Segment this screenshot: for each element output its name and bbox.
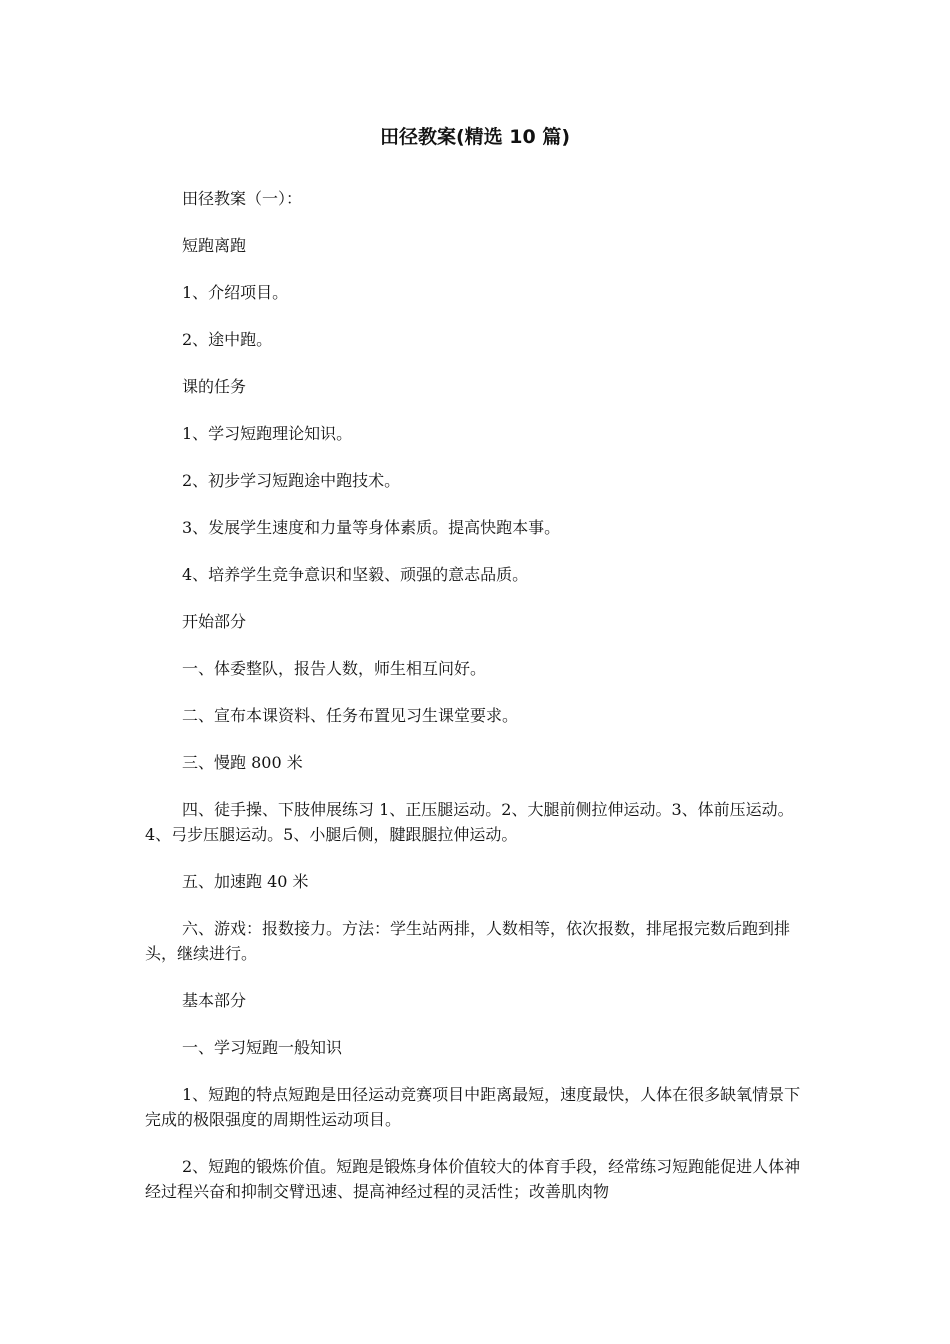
- paragraph: 2、短跑的锻炼价值。短跑是锻炼身体价值较大的体育手段，经常练习短跑能促进人体神经过程兴奋和抑制交臂迅速、提高神经过程的灵活性；改善肌肉物: [145, 1157, 801, 1201]
- paragraph: 六、游戏：报数接力。方法：学生站两排，人数相等，依次报数，排尾报完数后跑到排头，继续进行。: [145, 919, 791, 963]
- paragraph: 基本部分: [182, 991, 247, 1010]
- paragraph: 1、学习短跑理论知识。: [182, 424, 353, 443]
- paragraph: 一、体委整队，报告人数，师生相互问好。: [182, 659, 487, 678]
- paragraph: 短跑离跑: [182, 236, 247, 255]
- paragraph: 2、途中跑。: [182, 330, 273, 349]
- paragraph: 课的任务: [182, 377, 247, 396]
- paragraph: 三、慢跑 800 米: [182, 753, 303, 772]
- paragraph: 一、学习短跑一般知识: [182, 1038, 343, 1057]
- paragraph: 4、培养学生竞争意识和坚毅、顽强的意志品质。: [182, 565, 529, 584]
- document-body: [145, 186, 805, 1226]
- paragraph: 1、介绍项目。: [182, 283, 289, 302]
- paragraph: 2、初步学习短跑途中跑技术。: [182, 471, 401, 490]
- paragraph: 田径教案（一）：: [182, 189, 303, 208]
- paragraph: 3、发展学生速度和力量等身体素质。提高快跑本事。: [182, 518, 561, 537]
- paragraph: 二、宣布本课资料、任务布置见习生课堂要求。: [182, 706, 519, 725]
- document-title: 田径教案(精选 10 篇): [379, 126, 571, 148]
- paragraph: 1、短跑的特点短跑是田径运动竞赛项目中距离最短，速度最快，人体在很多缺氧情景下完成的极限强度的周期性运动项目。: [145, 1085, 801, 1129]
- paragraph: 开始部分: [182, 612, 247, 631]
- paragraph: 四、徒手操、下肢伸展练习 1、正压腿运动。2、大腿前侧拉伸运动。3、体前压运动。4、弓步压腿运动。5、小腿后侧，腱跟腿拉伸运动。: [145, 800, 794, 844]
- paragraph: 五、加速跑 40 米: [182, 872, 309, 891]
